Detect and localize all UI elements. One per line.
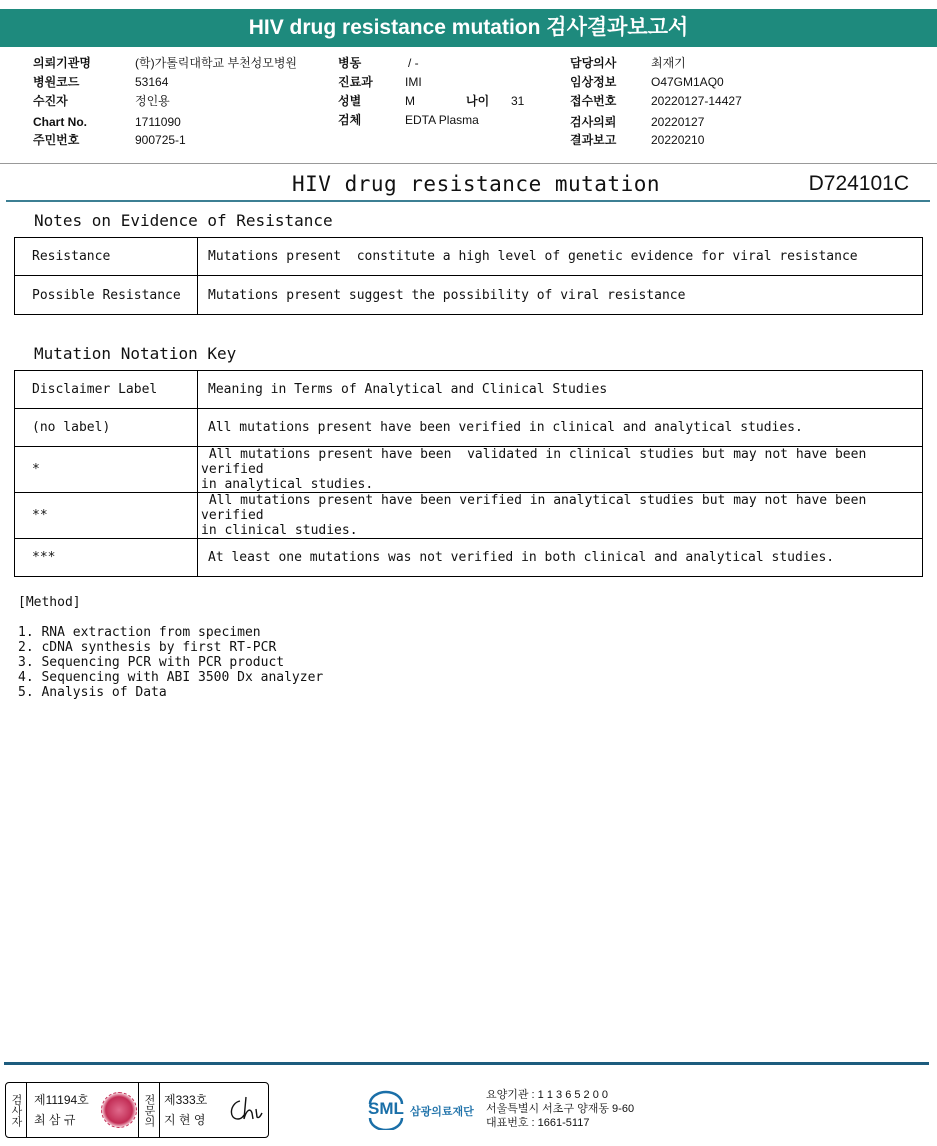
inspector-label: 검사자 <box>6 1083 27 1137</box>
method-step: 1. RNA extraction from specimen <box>18 625 261 640</box>
report-title-banner: HIV drug resistance mutation 검사결과보고서 <box>0 9 937 47</box>
notation-text: At least one mutations was not verified in both clinical and analytical studies. <box>198 539 923 577</box>
specialist-name: 지 현 영 <box>164 1113 206 1127</box>
sml-logo <box>366 1090 486 1130</box>
info-label: 성별 <box>338 94 362 108</box>
info-divider <box>0 163 937 164</box>
info-value: 20220210 <box>651 133 705 147</box>
age-label: 나이 <box>466 94 490 108</box>
age-value: 31 <box>511 94 525 108</box>
table-row <box>15 539 923 577</box>
specialist-label: 전문의 <box>138 1083 160 1137</box>
info-label: Chart No. <box>33 115 87 129</box>
info-label: 병원코드 <box>33 75 80 89</box>
info-value: 53164 <box>135 75 169 89</box>
specialist-no: 제333호 <box>164 1093 208 1107</box>
org-line: 대표번호 : 1661-5117 <box>486 1117 590 1129</box>
doc-code: D724101C <box>808 172 909 195</box>
method-step: 3. Sequencing PCR with PCR product <box>18 655 285 670</box>
info-label: 진료과 <box>338 75 373 89</box>
notation-table <box>14 370 923 577</box>
info-value: (학)가톨릭대학교 부천성모병원 <box>135 56 298 70</box>
table-row <box>15 447 923 493</box>
info-label: 임상정보 <box>570 75 617 89</box>
info-label: 담당의사 <box>570 56 617 70</box>
notation-text: All mutations present have been verified in clinical and analytical studies. <box>198 409 923 447</box>
info-label: 주민번호 <box>33 133 80 147</box>
signature-box <box>5 1082 269 1138</box>
inspector-no: 제11194호 <box>34 1093 89 1107</box>
info-value: 최재기 <box>651 56 686 70</box>
inspector-name: 최 삼 규 <box>34 1113 76 1127</box>
info-value: EDTA Plasma <box>405 113 479 127</box>
seal-stamp-icon <box>101 1092 137 1128</box>
info-label: 검체 <box>338 113 362 127</box>
info-value: IMI <box>405 75 422 89</box>
info-value: O47GM1AQ0 <box>651 75 724 89</box>
footer-rule <box>4 1062 929 1065</box>
table-row <box>15 371 923 409</box>
info-value: 20220127 <box>651 115 705 129</box>
method-step: 4. Sequencing with ABI 3500 Dx analyzer <box>18 670 324 685</box>
info-label: 결과보고 <box>570 133 617 147</box>
table-row <box>15 493 923 539</box>
title-rule <box>6 200 930 202</box>
notation-label: * <box>15 447 198 493</box>
table-row <box>15 276 923 315</box>
signature-icon <box>226 1093 264 1127</box>
info-value: 1711090 <box>135 115 181 129</box>
info-label: 수진자 <box>33 94 68 108</box>
notes-label: Resistance <box>15 238 198 276</box>
notes-text: Mutations present constitute a high level of genetic evidence for viral resistance <box>198 238 923 276</box>
doc-title: HIV drug resistance mutation <box>292 172 661 196</box>
table-row <box>15 238 923 276</box>
notes-heading: Notes on Evidence of Resistance <box>34 211 333 230</box>
notation-text: All mutations present have been validated in clinical studies but may not have been verified in analytical studies. <box>198 447 923 493</box>
info-value: M <box>405 94 415 108</box>
info-value: 20220127-14427 <box>651 94 742 108</box>
method-heading: [Method] <box>18 595 81 610</box>
notes-table <box>14 237 923 315</box>
notation-label: Disclaimer Label <box>15 371 198 409</box>
logo-text: SML <box>368 1099 404 1118</box>
org-name: 삼광의료재단 <box>410 1106 474 1118</box>
notation-text: Meaning in Terms of Analytical and Clinical Studies <box>198 371 923 409</box>
notation-label: *** <box>15 539 198 577</box>
notation-label: ** <box>15 493 198 539</box>
info-value: / - <box>408 56 419 70</box>
info-value: 900725-1 <box>135 133 186 147</box>
info-label: 접수번호 <box>570 94 617 108</box>
info-label: 검사의뢰 <box>570 115 617 129</box>
notation-heading: Mutation Notation Key <box>34 344 237 363</box>
info-label: 의뢰기관명 <box>33 56 91 70</box>
org-line: 요양기관 : 1 1 3 6 5 2 0 0 <box>486 1089 609 1101</box>
method-step: 2. cDNA synthesis by first RT-PCR <box>18 640 277 655</box>
patient-info <box>0 54 937 154</box>
org-info <box>486 1088 634 1130</box>
notation-label: (no label) <box>15 409 198 447</box>
notation-text: All mutations present have been verified in analytical studies but may not have been verified in clinical studies. <box>198 493 923 539</box>
table-row <box>15 409 923 447</box>
info-value: 정인용 <box>135 94 170 108</box>
org-line: 서울특별시 서초구 양재동 9-60 <box>486 1103 635 1115</box>
info-label: 병동 <box>338 56 362 70</box>
notes-text: Mutations present suggest the possibility of viral resistance <box>198 276 923 315</box>
notes-label: Possible Resistance <box>15 276 198 315</box>
method-step: 5. Analysis of Data <box>18 685 167 700</box>
